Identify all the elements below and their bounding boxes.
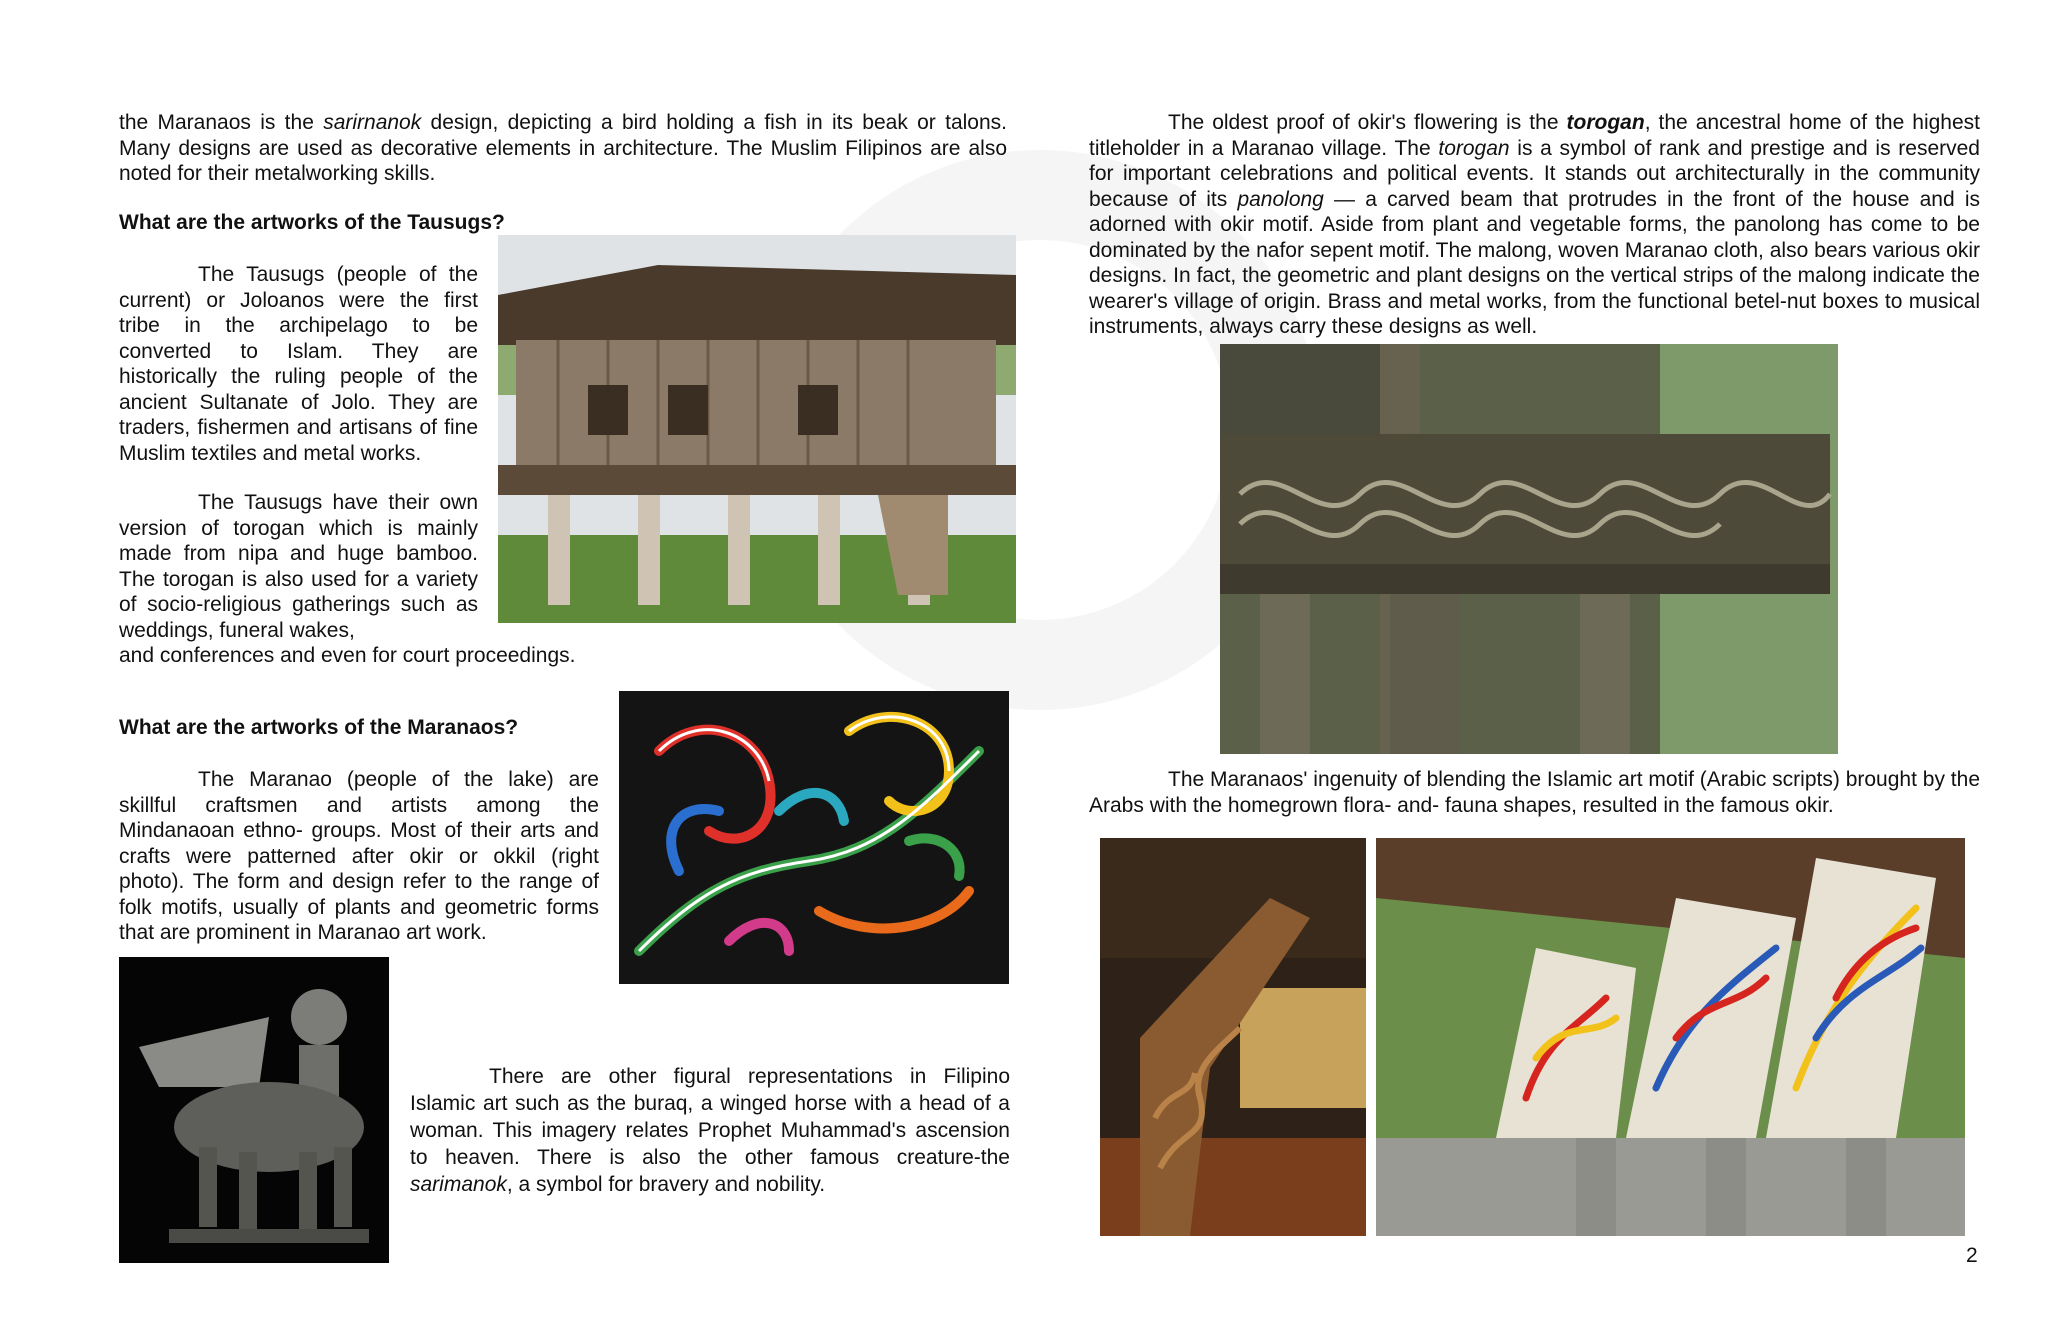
carved-wooden-beam-photo [1100, 838, 1366, 1236]
tausug-paragraph-2-end: and conferences and even for court proceedings. [119, 644, 576, 667]
buraq-paragraph: There are other figural representations in Filipino Islamic art such as the buraq, a winged horse with a head of a woman. This imagery relates Prophet Muhammad's ascension to heaven. There is also the other famous creature-the sarimanok, a symbol for bravery and nobility. [410, 1065, 1010, 1196]
torogan-paragraph: The oldest proof of okir's flowering is the torogan, the ancestral home of the highest titleholder in a Maranao village. The torogan is a symbol of rank and prestige and is reserved for important celebrations and political events. It stands out architecturally in the community because of its panolong — a carved beam that protrudes in the front of the house and is adorned with okir motif. Aside from plant and vegetable forms, the panolong has come to be dominated by the nafor sepent motif. The malong, woven Maranao cloth, also bears various okir designs. In fact, the geometric and plant designs on the vertical strips of the malong indicate the wearer's village of origin. Brass and metal works, from the functional betel-nut boxes to musical instruments, always carry these designs as well. [1089, 111, 1981, 338]
maranao-heading: What are the artworks of the Maranaos? [119, 716, 519, 739]
intro-paragraph: the Maranaos is the sarirnanok design, depicting a bird holding a fish in its beak or talons. Many designs are used as decorative elements in architecture. The Muslim Filipinos are also noted for their metalworking skills. [119, 111, 1007, 185]
tausug-heading: What are the artworks of the Tausugs? [119, 211, 505, 234]
okir-pattern-photo [619, 691, 1009, 984]
buraq-statue-photo [119, 957, 389, 1263]
ingenuity-paragraph: The Maranaos' ingenuity of blending the Islamic art motif (Arabic scripts) brought by the Arabs with the homegrown flora- and- fauna shapes, resulted in the famous okir. [1089, 768, 1980, 817]
page-number: 2 [1966, 1244, 1978, 1267]
maranao-paragraph: The Maranao (people of the lake) are skillful craftsmen and artists among the Mindanaoan ethno- groups. Most of their arts and crafts were patterned after okir or okkil (right photo). The form and design refer to the range of folk motifs, usually of plants and geometric forms that are prominent in Maranao art work. [119, 768, 599, 944]
carved-panolong-photo [1220, 344, 1838, 754]
tausug-paragraph-1: The Tausugs (people of the current) or Joloanos were the first tribe in the archipelago to be converted to Islam. They are historically the ruling people of the ancient Sultanate of Jolo. They are traders, fishermen and artisans of fine Muslim textiles and metal works. [119, 263, 478, 465]
tausug-paragraph-2: The Tausugs have their own version of torogan which is mainly made from nipa and huge bamboo. The torogan is also used for a variety of socio-religious gatherings such as weddings, funeral wakes, [119, 491, 478, 642]
painted-panolong-photo [1376, 838, 1965, 1236]
tausug-torogan-house-photo [498, 235, 1016, 623]
